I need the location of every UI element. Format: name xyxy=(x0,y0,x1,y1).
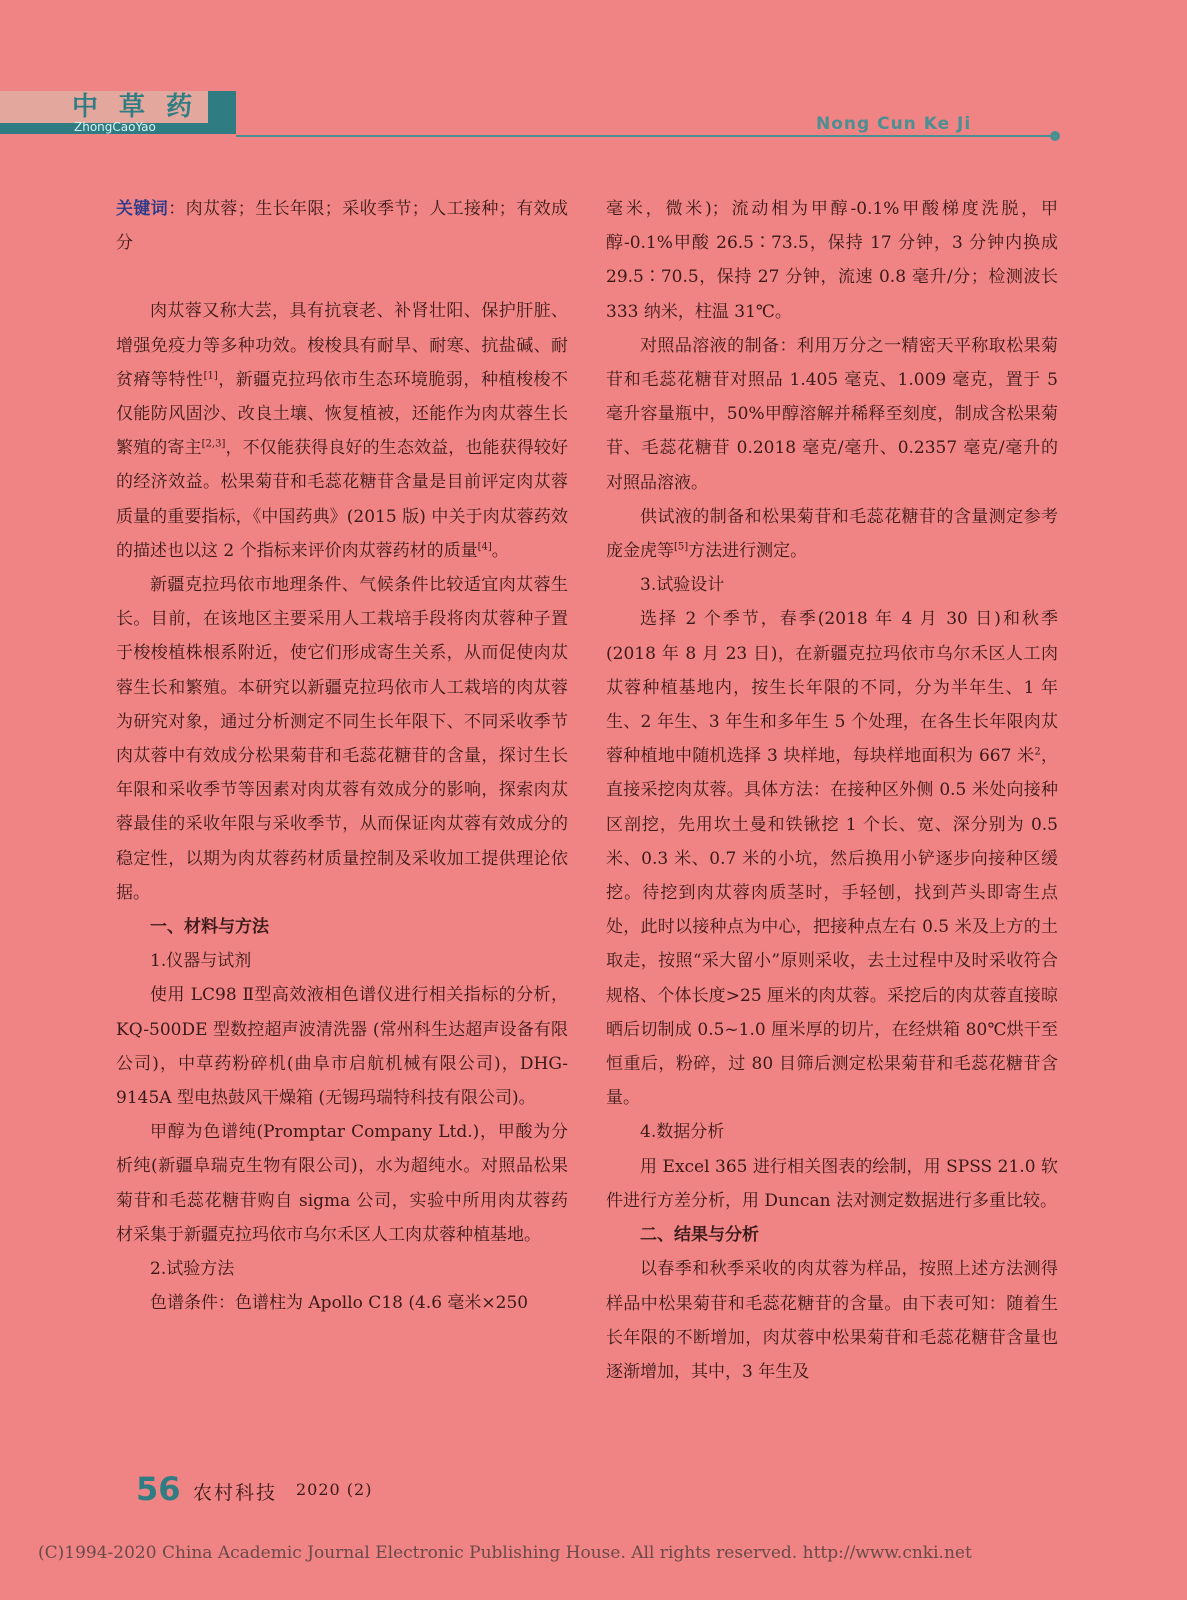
intro-paragraph-2: 新疆克拉玛依市地理条件、气候条件比较适宜肉苁蓉生长。目前，在该地区主要采用人工栽培手段将肉苁蓉种子置于梭梭植株根系附近，使它们形成寄生关系，从而促使肉苁蓉生长和繁殖。本研究以新疆克拉玛依市人工栽培的肉苁蓉为研究对象，通过分析测定不同生长年限下、不同采收季节肉苁蓉中有效成分松果菊苷和毛蕊花糖苷的含量，探讨生长年限和采收季节等因素对肉苁蓉有效成分的影响，探索肉苁蓉最佳的采收年限与采收季节，从而保证肉苁蓉有效成分的稳定性，以期为肉苁蓉药材质量控制及采收加工提供理论依据。 xyxy=(116,575,568,903)
section-name: 中 草 药 xyxy=(72,92,199,122)
header-dot xyxy=(1050,131,1060,141)
issue-number: 2020 (2) xyxy=(296,1480,373,1499)
paragraph-instruments: 使用 LC98 Ⅱ型高效液相色谱仪进行相关指标的分析，KQ-500DE 型数控超声波清洗器 (常州科生达超声设备有限公司)，中草药粉碎机(曲阜市启航机械有限公司)，DHG-9145A 型电热鼓风干燥箱 (无锡玛瑞特科技有限公司)。 xyxy=(116,985,568,1109)
paragraph-data-analysis: 用 Excel 365 进行相关图表的绘制，用 SPSS 21.0 软件进行方差分析，用 Duncan 法对测定数据进行多重比较。 xyxy=(606,1156,1058,1211)
section-heading-materials-methods: 一、材料与方法 xyxy=(150,917,269,938)
right-column xyxy=(606,192,1058,1389)
copyright-notice: (C)1994-2020 China Academic Journal Electronic Publishing House. All rights reserved. http://www.cnki.net xyxy=(38,1543,972,1563)
paragraph-chromatography: 色谱条件：色谱柱为 Apollo C18 (4.6 毫米×250 xyxy=(150,1293,529,1314)
keywords-text: ：肉苁蓉；生长年限；采收季节；人工接种；有效成分 xyxy=(116,199,569,254)
keywords-paragraph xyxy=(116,192,568,260)
subheading-test-method: 2.试验方法 xyxy=(150,1259,235,1280)
section-pinyin: ZhongCaoYao xyxy=(74,120,156,134)
reference-2-3: [2,3] xyxy=(201,438,226,450)
section-heading-results: 二、结果与分析 xyxy=(640,1225,759,1246)
subheading-test-design: 3.试验设计 xyxy=(640,575,725,596)
page-number: 56 xyxy=(136,1470,181,1508)
subheading-data-analysis: 4.数据分析 xyxy=(640,1122,725,1143)
reference-1: [1] xyxy=(203,370,218,382)
journal-english-name: Nong Cun Ke Ji xyxy=(816,114,972,134)
header-rule xyxy=(236,135,1056,137)
paragraph-results: 以春季和秋季采收的肉苁蓉为样品，按照上述方法测得样品中松果菊苷和毛蕊花糖苷的含量。由下表可知：随着生长年限的不断增加，肉苁蓉中松果菊苷和毛蕊花糖苷含量也逐渐增加，其中，3 年生及 xyxy=(606,1259,1058,1382)
superscript-square: 2 xyxy=(1034,746,1041,758)
journal-chinese-name: 农村科技 xyxy=(193,1482,278,1504)
paragraph-test-solution: 供试液的制备和松果菊苷和毛蕊花糖苷的含量测定参考庞金虎等[5]方法进行测定。 xyxy=(606,506,1058,562)
subheading-instruments: 1.仪器与试剂 xyxy=(150,951,252,972)
paragraph-test-design: 选择 2 个季节，春季(2018 年 4 月 30 日)和秋季(2018 年 8 月 23 日)，在新疆克拉玛依市乌尔禾区人工肉苁蓉种植基地内，按生长年限的不同，分为半年生、1 年生、2 年生、3 年生和多年生 5 个处理，在各生长年限肉苁蓉种植地中随机选择 3 块样地，每块样地面积为 667 米$^2$，直接采挖肉苁蓉。具体方法：在接种区外侧 0.5 米处向接种区剖挖，先用坎土曼和铁锹挖 1 个长、宽、深分别为 0.5 米、0.3 米、0.7 米的小坑，然后换用小铲逐步向接种区缓挖。待挖到肉苁蓉肉质茎时，手轻刨，找到芦头即寄生点处，此时以接种点为中心，把接种点左右 0.5 米及上方的土取走，按照“采大留小”原则采收，去土过程中及时采收符合规格、个体长度>25 厘米的肉苁蓉。采挖后的肉苁蓉直接晾晒后切制成 0.5~1.0 厘米厚的切片，在经烘箱 80℃烘干至恒重后，粉碎，过 80 目筛后测定松果菊苷和毛蕊花糖苷含量。 xyxy=(606,609,1058,1109)
section-header-block xyxy=(0,91,236,134)
keywords-label: 关键词 xyxy=(116,199,169,219)
paragraph-mobile-phase: 毫米，微米)；流动相为甲醇-0.1%甲酸梯度洗脱，甲醇-0.1%甲酸 26.5∶73.5，保持 17 分钟，3 分钟内换成 29.5∶70.5，保持 27 分钟，流速 0.8 毫升/分；检测波长 333 纳米，柱温 31℃。 xyxy=(606,199,1058,322)
intro-paragraph-1: 肉苁蓉又称大芸，具有抗衰老、补肾壮阳、保护肝脏、增强免疫力等多种功效。梭梭具有耐旱、耐寒、抗盐碱、耐贫瘠等特性[1]，新疆克拉玛依市生态环境脆弱，种植梭梭不仅能防风固沙、改良土壤、恢复植被，还能作为肉苁蓉生长繁殖的寄主[2,3]，不仅能获得良好的生态效益，也能获得较好的经济效益。松果菊苷和毛蕊花糖苷含量是目前评定肉苁蓉质量的重要指标，《中国药典》(2015 版) 中关于肉苁蓉药效的描述也以这 2 个指标来评价肉苁蓉药材的质量[4]。 xyxy=(116,301,569,561)
reference-5: [5] xyxy=(674,541,689,553)
left-column xyxy=(116,192,568,1321)
paragraph-reagents: 甲醇为色谱纯(Promptar Company Ltd.)，甲酸为分析纯(新疆阜瑞克生物有限公司)，水为超纯水。对照品松果菊苷和毛蕊花糖苷购自 sigma 公司，实验中所用肉苁蓉药材采集于新疆克拉玛依市乌尔禾区人工肉苁蓉种植基地。 xyxy=(116,1122,568,1245)
reference-4: [4] xyxy=(477,541,492,553)
paragraph-reference-solution: 对照品溶液的制备：利用万分之一精密天平称取松果菊苷和毛蕊花糖苷对照品 1.405 毫克、1.009 毫克，置于 5 毫升容量瓶中，50%甲醇溶解并稀释至刻度，制成含松果菊苷、毛蕊花糖苷 0.2018 毫克/毫升、0.2357 毫克/毫升的对照品溶液。 xyxy=(606,335,1058,493)
